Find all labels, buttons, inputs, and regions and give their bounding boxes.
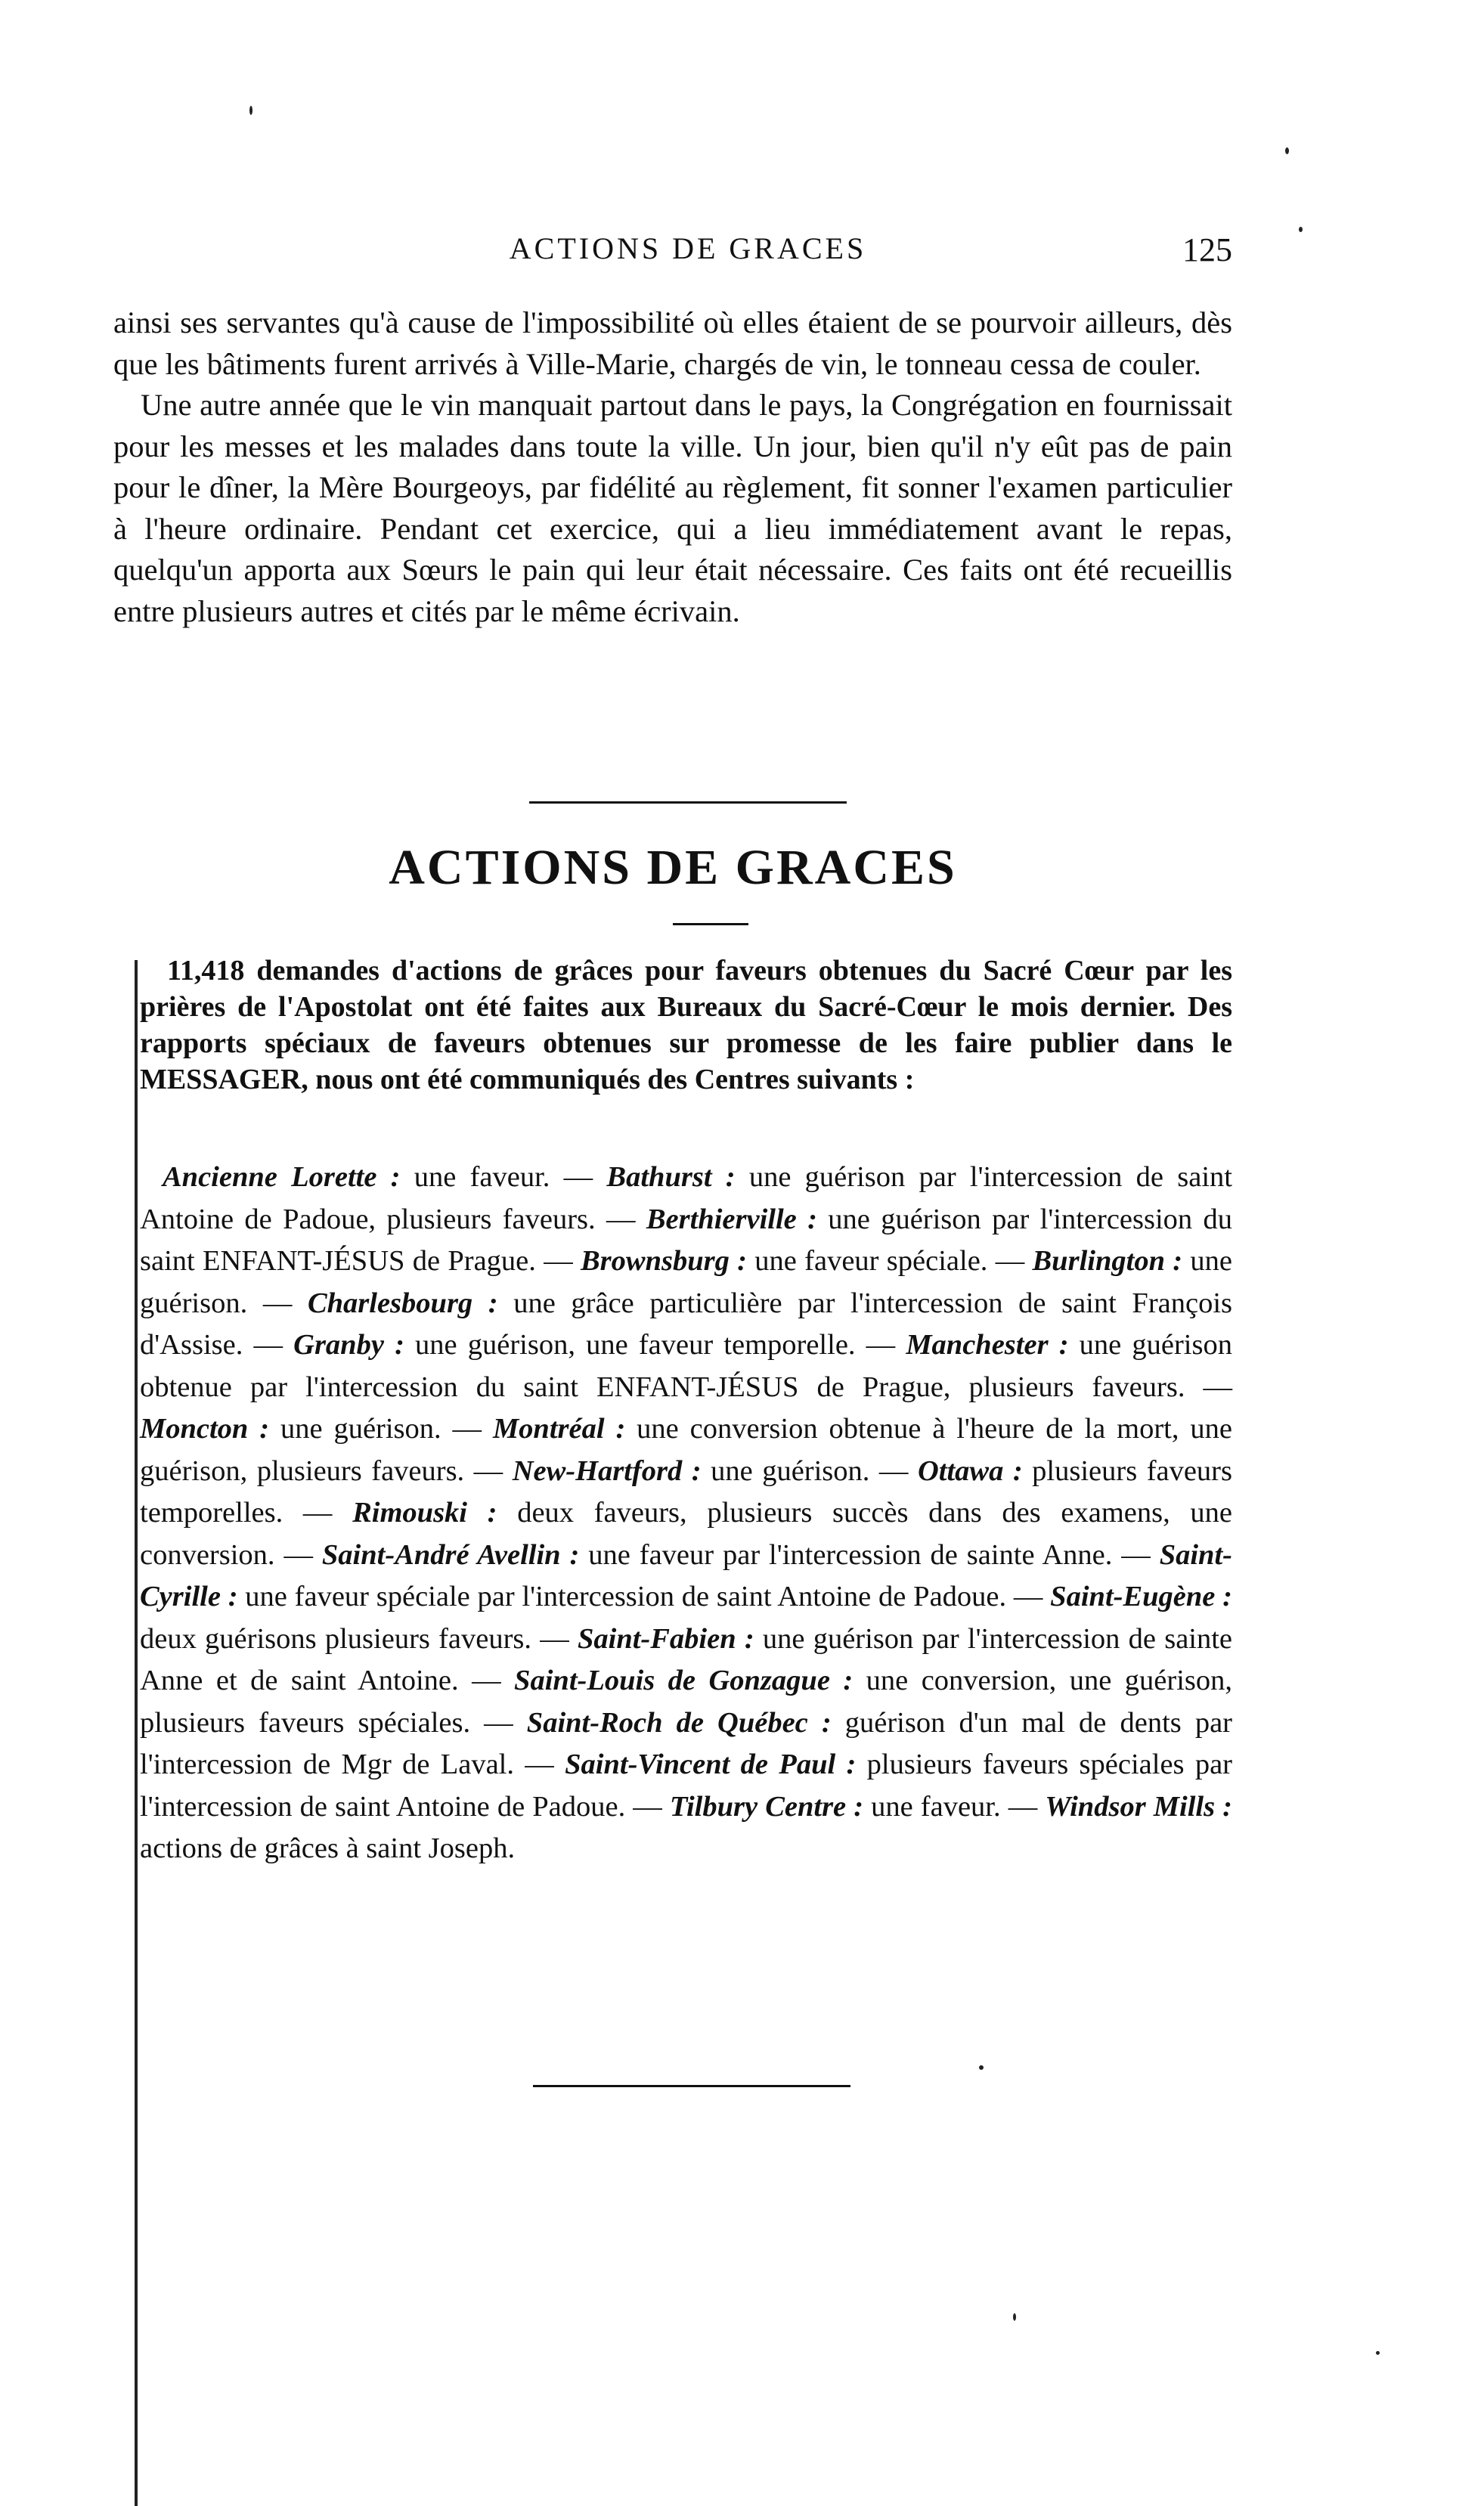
favors-list [140, 1157, 1232, 1870]
list-item [670, 1791, 1045, 1823]
favor-text: une grâce particulière par l'intercession de saint François d'Assise. — [140, 1287, 1232, 1361]
place-name: Manchester : [906, 1329, 1069, 1361]
list-item [293, 1329, 906, 1361]
intro-paragraph: 11,418 demandes d'actions de grâces pour faveurs obtenues du Sacré Cœur par les prières de l'Apostolat ont été faites aux Bureaux du Sacré-Cœur le mois dernier. Des rapports spéciaux de faveurs obtenues sur promesse de les faire publier dans le MESSAGER, nous ont été communiqués des Centres suivants : [140, 955, 1232, 1095]
favor-text: plusieurs faveurs spéciales par l'intercession de saint Antoine de Padoue. — [140, 1749, 1232, 1823]
place-name: Saint-Vincent de Paul : [565, 1749, 857, 1780]
favor-text: une guérison. — [140, 1245, 1232, 1319]
place-name: Saint-Fabien : [577, 1622, 754, 1655]
place-name: Ancienne Lorette : [163, 1161, 401, 1193]
favor-text: une conversion, une guérison, plusieurs faveurs spéciales. — [140, 1665, 1232, 1739]
place-name: Charlesbourg : [307, 1287, 498, 1319]
section-divider [529, 801, 847, 804]
paragraph: ainsi ses servantes qu'à cause de l'impossibilité où elles étaient de se pourvoir ailleurs, dès que les bâtiments furent arrivés à Ville-Marie, chargés de vin, le tonneau cessa de couler. [113, 305, 1232, 381]
scan-speck [1285, 147, 1289, 154]
favor-text: une guérison obtenue par l'intercession du saint ENFANT-JÉSUS de Prague, plusieurs faveurs. — [140, 1329, 1232, 1403]
place-name: Montréal : [492, 1413, 626, 1445]
place-name: Berthierville : [646, 1203, 817, 1235]
place-name: Saint-André Avellin : [321, 1538, 580, 1571]
favor-text: une faveur. — [400, 1161, 607, 1193]
scan-edge-shadow [135, 960, 138, 2506]
scan-speck [979, 2065, 984, 2070]
place-name: Tilbury Centre : [669, 1790, 864, 1823]
favor-text: une guérison par l'intercession de saint Antoine de Padoue, plusieurs faveurs. — [140, 1161, 1232, 1235]
scan-speck [1299, 227, 1303, 232]
scan-speck [1376, 2351, 1380, 2355]
favor-text: actions de grâces à saint Joseph. [140, 1832, 516, 1864]
section-title: ACTIONS DE GRACES [389, 840, 957, 895]
list-item [322, 1539, 1160, 1571]
paragraph: Une autre année que le vin manquait partout dans le pays, la Congrégation en fournissait pour les messes et les malades dans toute la ville. Un jour, bien qu'il n'y eût pas de pain pour le dîner, la Mère Bourgeoys, par fidélité au règlement, fit sonner l'examen particulier à l'heure ordinaire. Pendant cet exercice, qui a lieu immédiatement avant le repas, quelqu'un apporta aux Sœurs le pain qui leur était nécessaire. Ces faits ont été recueillis entre plusieurs autres et cités par le même écrivain. [113, 388, 1232, 628]
favor-text: deux faveurs, plusieurs succès dans des examens, une conversion. — [140, 1497, 1233, 1571]
favor-text: une guérison par l'intercession du saint ENFANT-JÉSUS de Prague. — [140, 1203, 1233, 1277]
favor-text: une faveur. — [863, 1790, 1046, 1823]
list-item [163, 1161, 606, 1193]
title-underline [673, 923, 748, 925]
scan-speck [249, 106, 252, 115]
place-name: Saint-Eugène : [1050, 1581, 1232, 1612]
favor-text: deux guérisons plusieurs faveurs. — [140, 1622, 578, 1655]
place-name: New-Hartford : [512, 1454, 702, 1487]
continued-text [113, 302, 1232, 632]
place-name: Saint-Cyrille : [140, 1538, 1232, 1612]
favor-text: une guérison par l'intercession de sainte Anne et de saint Antoine. — [140, 1622, 1233, 1696]
running-head [136, 231, 1240, 276]
list-item [581, 1245, 1033, 1277]
place-name: Saint-Roch de Québec : [526, 1706, 832, 1739]
closing-divider [533, 2085, 850, 2087]
list-item [140, 1413, 493, 1445]
favor-text: une conversion obtenue à l'heure de la mort, une guérison, plusieurs faveurs. — [140, 1413, 1232, 1487]
favor-text: une faveur spéciale. — [747, 1245, 1033, 1277]
favor-text: une faveur spéciale par l'intercession de saint Antoine de Padoue. — [237, 1581, 1051, 1612]
place-name: Ottawa : [917, 1454, 1023, 1487]
place-name: Bathurst : [606, 1161, 736, 1193]
place-name: Saint-Louis de Gonzague : [514, 1665, 854, 1696]
place-name: Brownsburg : [581, 1245, 747, 1277]
favor-text: une guérison, une faveur temporelle. — [404, 1329, 906, 1361]
place-name: Windsor Mills : [1045, 1790, 1232, 1823]
favor-text: guérison d'un mal de dents par l'intercession de Mgr de Laval. — [140, 1706, 1232, 1780]
page-number: 125 [1182, 231, 1232, 268]
running-title: ACTIONS DE GRACES [509, 231, 867, 265]
scan-speck [1013, 2313, 1016, 2321]
favor-text: une faveur par l'intercession de sainte Anne. — [579, 1538, 1160, 1571]
place-name: Rimouski : [352, 1497, 497, 1529]
favor-text: une guérison. — [269, 1413, 493, 1445]
list-item [513, 1455, 918, 1487]
place-name: Granby : [293, 1329, 404, 1361]
place-name: Burlington : [1032, 1245, 1183, 1277]
favor-text: plusieurs faveurs temporelles. — [140, 1454, 1232, 1529]
favor-text: une guérison. — [701, 1454, 918, 1487]
place-name: Moncton : [140, 1413, 270, 1445]
